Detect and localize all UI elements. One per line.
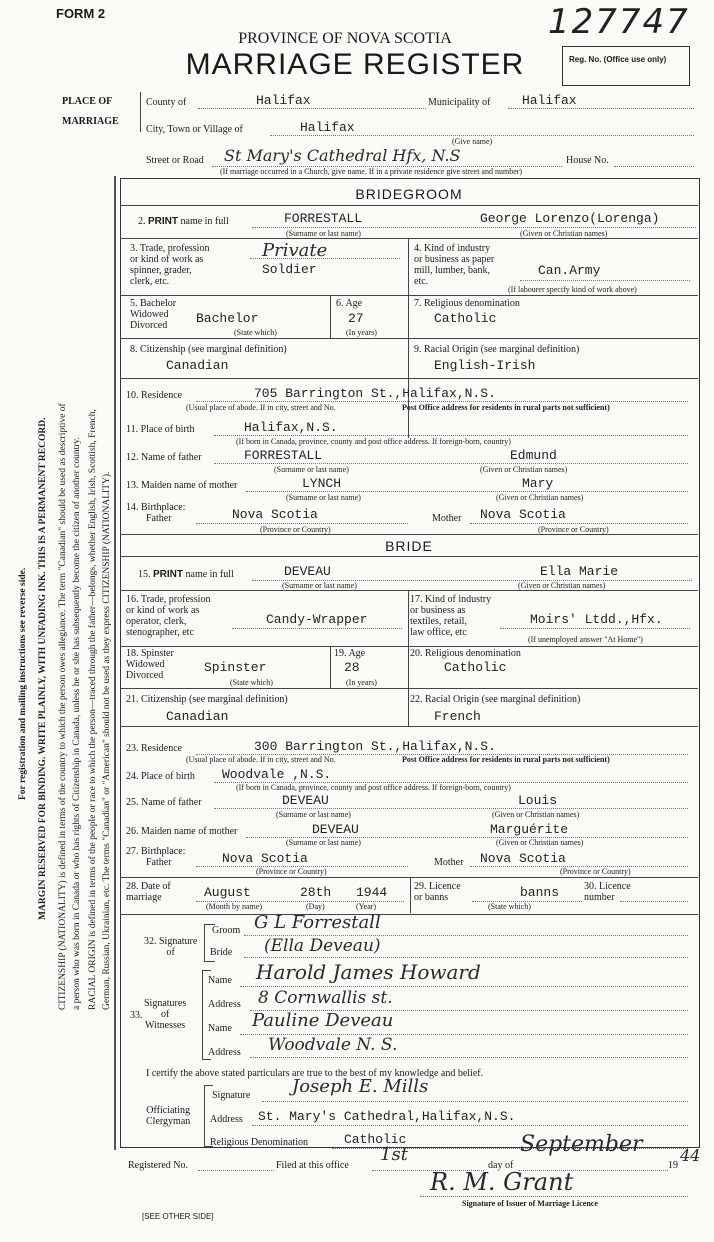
groom-trade-handwritten: Private xyxy=(262,240,328,261)
registered-no-label: Registered No. xyxy=(128,1160,188,1171)
bride-industry: Moirs' Ltdd.,Hfx. xyxy=(530,612,663,627)
witness2-name-label: Name xyxy=(208,1023,232,1034)
groom-industry: Can.Army xyxy=(538,263,601,278)
bride-birthplace-father-note: (Province or Country) xyxy=(256,867,327,876)
groom-name-num: 2. xyxy=(138,216,146,227)
witness2-address: Woodvale N. S. xyxy=(268,1035,398,1055)
bride-trade: Candy-Wrapper xyxy=(266,612,368,627)
witness1-address: 8 Cornwallis st. xyxy=(258,988,393,1008)
filed-label: Filed at this office xyxy=(276,1160,349,1171)
groom-status-label: 5. Bachelor Widowed Divorced xyxy=(130,298,177,331)
bride-heading: BRIDE xyxy=(385,538,433,554)
bride-name-label xyxy=(138,569,234,580)
bride-given-note: (Given or Christian names) xyxy=(518,581,606,590)
bride-birthplace-mother-label: Mother xyxy=(434,857,464,868)
municipality-label: Municipality of xyxy=(428,97,491,108)
bride-print-label: PRINT xyxy=(153,569,183,580)
clergy-signature: Joseph E. Mills xyxy=(292,1076,429,1097)
marriage-day: 28th xyxy=(300,885,332,900)
clergy-signature-label: Signature xyxy=(212,1090,251,1101)
witnesses-label: Signatures of Witnesses xyxy=(144,998,187,1031)
groom-name-label xyxy=(138,216,229,227)
groom-status: Bachelor xyxy=(196,311,259,326)
groom-mother-label: 13. Maiden name of mother xyxy=(126,480,238,491)
bride-mother-surname-note: (Surname or last name) xyxy=(286,838,361,847)
give-name-note: (Give name) xyxy=(452,137,493,146)
witness-number: 33. xyxy=(130,1010,143,1021)
bride-mother-given-note: (Given or Christian names) xyxy=(496,838,584,847)
groom-birth-note: (If born in Canada, province, county and post office address. If foreign-born, country) xyxy=(236,437,511,446)
witness1-name: Harold James Howard xyxy=(256,960,481,984)
groom-mother-surname: LYNCH xyxy=(302,476,342,491)
witness1-name-label: Name xyxy=(208,975,232,986)
groom-signature: G L Forrestall xyxy=(254,912,381,933)
groom-birthplace-mother: Nova Scotia xyxy=(480,507,566,522)
clergy-label: Officiating Clergyman xyxy=(146,1105,191,1127)
bride-citizenship-label: 21. Citizenship (see marginal definition) xyxy=(126,694,288,705)
groom-residence-label: 10. Residence xyxy=(126,390,183,401)
bride-racial: French xyxy=(434,709,481,724)
filed-day: 1st xyxy=(380,1144,408,1165)
groom-mother-given: Mary xyxy=(522,476,554,491)
marriage-month: August xyxy=(204,885,251,900)
bride-signature-label: Bride xyxy=(210,947,233,958)
place-label-2: MARRIAGE xyxy=(62,116,119,127)
groom-status-note: (State which) xyxy=(234,328,277,337)
bride-birthplace-mother-note: (Province or Country) xyxy=(560,867,631,876)
bridegroom-heading: BRIDEGROOM xyxy=(355,186,463,202)
groom-father-given-note: (Given or Christian names) xyxy=(480,465,568,474)
bride-age-note: (In years) xyxy=(346,678,377,687)
bride-age-label: 19. Age xyxy=(334,648,366,659)
bride-father-label: 25. Name of father xyxy=(126,797,202,808)
groom-given: George Lorenzo(Lorenga) xyxy=(480,211,660,226)
margin-note-racial-2: German, Russian, Ukrainian, etc. The terms "Canadian" or "American" should not be used as they express CITIZENSHIP (NATIONALITY). xyxy=(102,471,112,1010)
groom-industry-label: 4. Kind of industry or business as paper mill, lumber, bank, etc. xyxy=(414,243,495,287)
issuer-label: Signature of Issuer of Marriage Licence xyxy=(462,1199,598,1208)
witness1-address-label: Address xyxy=(208,999,241,1010)
witness2-address-label: Address xyxy=(208,1047,241,1058)
groom-racial-label: 9. Racial Origin (see marginal definition) xyxy=(414,344,580,355)
bride-residence-note-a: (Usual place of abode. If in city, street and No. xyxy=(186,755,336,764)
marriage-date-label: 28. Date of marriage xyxy=(126,881,171,903)
groom-birthplace-title: 14. Birthplace: xyxy=(126,502,186,513)
bride-birth-label: 24. Place of birth xyxy=(126,771,195,782)
groom-residence: 705 Barrington St.,Halifax,N.S. xyxy=(254,386,496,401)
groom-residence-note-b: Post Office address for residents in rural parts not sufficient) xyxy=(402,403,610,412)
church-note: (If marriage occurred in a Church, give name. If in a private residence give street and number) xyxy=(220,167,523,176)
municipality-value: Halifax xyxy=(522,93,577,108)
groom-industry-note: (If labourer specify kind of work above) xyxy=(508,285,637,294)
margin-note-citizenship-2: a person who was born in Canada or who has rights of Citizenship in Canada, unless he or she has subsequently become the citizen of another country. xyxy=(72,437,82,1010)
groom-religion-label: 7. Religious denomination xyxy=(414,298,520,309)
bride-status-label: 18. Spinster Widowed Divorced xyxy=(126,648,174,681)
bride-industry-note: (If unemployed answer "At Home") xyxy=(528,635,643,644)
groom-father-given: Edmund xyxy=(510,448,557,463)
street-value: St Mary's Cathedral Hfx, N.S xyxy=(224,146,461,165)
groom-signature-label: Groom xyxy=(212,925,241,936)
bride-religion-label: 20. Religious denomination xyxy=(410,648,521,659)
bride-mother-label: 26. Maiden name of mother xyxy=(126,826,238,837)
groom-citizenship: Canadian xyxy=(166,358,229,373)
groom-birthplace-father-note: (Province or Country) xyxy=(260,525,331,534)
groom-given-note: (Given or Christian names) xyxy=(520,229,608,238)
groom-racial: English-Irish xyxy=(434,358,536,373)
marriage-year: 1944 xyxy=(356,885,388,900)
bride-surname: DEVEAU xyxy=(284,564,331,579)
licence-number-label: 30. Licence number xyxy=(584,881,631,903)
page-title: MARRIAGE REGISTER xyxy=(185,48,525,81)
bride-birthplace-father-label: Father xyxy=(146,857,172,868)
groom-birth: Halifax,N.S. xyxy=(244,420,338,435)
groom-birthplace-mother-label: Mother xyxy=(432,513,462,524)
see-other-side: [SEE OTHER SIDE] xyxy=(142,1212,214,1221)
groom-age-label: 6. Age xyxy=(336,298,363,309)
county-value: Halifax xyxy=(256,93,311,108)
street-label: Street or Road xyxy=(146,155,204,166)
licence-note: (State which) xyxy=(488,902,531,911)
groom-residence-note-a: (Usual place of abode. If in city, street and No. xyxy=(186,403,336,412)
bride-racial-label: 22. Racial Origin (see marginal definition) xyxy=(410,694,581,705)
bride-father-given: Louis xyxy=(518,793,558,808)
bride-birthplace-father: Nova Scotia xyxy=(222,851,308,866)
groom-print-label: PRINT xyxy=(148,216,178,227)
bride-given: Ella Marie xyxy=(540,564,619,579)
form-number: FORM 2 xyxy=(56,6,106,21)
bride-father-surname: DEVEAU xyxy=(282,793,329,808)
witness2-name: Pauline Deveau xyxy=(252,1010,394,1031)
margin-note-racial-1: RACIAL ORIGIN is defined in terms of the people or race to which the person—traced through the father—belongs, whether English, Irish, Scottish, French, xyxy=(88,409,98,1010)
groom-surname-note: (Surname or last name) xyxy=(286,229,361,238)
reg-no-label: Reg. No. (Office use only) xyxy=(569,55,667,64)
bride-signature: (Ella Deveau) xyxy=(264,936,381,956)
handwritten-register-number: 127747 xyxy=(548,2,690,42)
bride-name-text: name in full xyxy=(185,569,234,580)
clergy-address-label: Address xyxy=(210,1114,243,1125)
marriage-day-note: (Day) xyxy=(306,902,325,911)
city-value: Halifax xyxy=(300,120,355,135)
bride-residence-label: 23. Residence xyxy=(126,743,183,754)
groom-surname: FORRESTALL xyxy=(284,211,363,226)
clergy-address: St. Mary's Cathedral,Halifax,N.S. xyxy=(258,1109,516,1124)
licence-value: banns xyxy=(520,885,560,900)
groom-mother-surname-note: (Surname or last name) xyxy=(286,493,361,502)
groom-birthplace-father-label: Father xyxy=(146,513,172,524)
groom-religion: Catholic xyxy=(434,311,497,326)
house-label: House No. xyxy=(566,155,609,166)
bride-citizenship: Canadian xyxy=(166,709,229,724)
bride-mother-surname: DEVEAU xyxy=(312,822,359,837)
place-label-1: PLACE OF xyxy=(62,96,113,107)
day-of-label: day of xyxy=(488,1160,514,1171)
signature-of-label: 32. Signature of xyxy=(144,936,198,958)
marriage-year-note: (Year) xyxy=(356,902,377,911)
bride-birthplace-label xyxy=(126,846,185,868)
bride-age: 28 xyxy=(344,660,360,675)
margin-note-instructions: For registration and mailing instructions see reverse side. xyxy=(18,567,28,800)
filed-month: September xyxy=(520,1132,643,1157)
reg-no-box xyxy=(562,46,690,86)
county-label: County of xyxy=(146,97,187,108)
groom-trade-label: 3. Trade, profession or kind of work as spinner, grader, clerk, etc. xyxy=(130,243,210,287)
bride-birth-note: (If born in Canada, province, county and post office address. If foreign-born, country) xyxy=(236,783,511,792)
groom-birthplace-father: Nova Scotia xyxy=(232,507,318,522)
bride-father-surname-note: (Surname or last name) xyxy=(276,810,351,819)
licence-label: 29. Licence or banns xyxy=(414,881,461,903)
bride-name-num: 15. xyxy=(138,569,151,580)
groom-citizenship-label: 8. Citizenship (see marginal definition) xyxy=(130,344,287,355)
bride-religion: Catholic xyxy=(444,660,507,675)
groom-age: 27 xyxy=(348,311,364,326)
bride-residence-note-b: Post Office address for residents in rural parts not sufficient) xyxy=(402,755,610,764)
bride-birthplace-title: 27. Birthplace: xyxy=(126,846,186,857)
clergy-denomination-label: Religious Denomination xyxy=(210,1137,309,1148)
city-label: City, Town or Village of xyxy=(146,124,243,135)
marriage-month-note: (Month by name) xyxy=(206,902,262,911)
issuer-signature: R. M. Grant xyxy=(430,1168,574,1196)
bride-birth: Woodvale ,N.S. xyxy=(222,767,332,782)
bride-industry-label: 17. Kind of industry or business as textiles, retail, law office, etc xyxy=(410,594,492,638)
groom-father-label: 12. Name of father xyxy=(126,452,202,463)
groom-name-text: name in full xyxy=(180,216,229,227)
bride-mother-given: Marguérite xyxy=(490,822,569,837)
certify-text: I certify the above stated particulars are true to the best of my knowledge and belief. xyxy=(146,1068,484,1079)
groom-mother-given-note: (Given or Christian names) xyxy=(496,493,584,502)
bride-surname-note: (Surname or last name) xyxy=(282,581,357,590)
filed-year: 44 xyxy=(680,1146,701,1165)
groom-birth-label: 11. Place of birth xyxy=(126,424,195,435)
groom-father-surname: FORRESTALL xyxy=(244,448,323,463)
margin-note-binding: MARGIN RESERVED FOR BINDING. WRITE PLAINLY, WITH UNFADING INK. THIS IS A PERMANENT RECORD. xyxy=(38,417,48,920)
province-heading: PROVINCE OF NOVA SCOTIA xyxy=(238,30,452,47)
groom-father-surname-note: (Surname or last name) xyxy=(274,465,349,474)
groom-trade: Soldier xyxy=(262,262,317,277)
filed-year-prefix: 19 xyxy=(668,1160,678,1171)
bride-status-note: (State which) xyxy=(230,678,273,687)
bride-father-given-note: (Given or Christian names) xyxy=(492,810,580,819)
clergy-denomination: Catholic xyxy=(344,1132,407,1147)
place-label xyxy=(62,96,119,127)
bride-residence: 300 Barrington St.,Halifax,N.S. xyxy=(254,739,496,754)
groom-birthplace-mother-note: (Province or Country) xyxy=(538,525,609,534)
bride-birthplace-mother: Nova Scotia xyxy=(480,851,566,866)
bride-status: Spinster xyxy=(204,660,267,675)
margin-note-citizenship-1: CITIZENSHIP (NATIONALITY) is defined in terms of the country to which the person owes allegiance. The term "Canadian" should be used as descriptive of xyxy=(58,403,68,1010)
bride-trade-label: 16. Trade, profession or kind of work as operator, clerk, stenographer, etc xyxy=(126,594,211,638)
groom-age-note: (In years) xyxy=(346,328,377,337)
groom-birthplace-label xyxy=(126,502,185,524)
